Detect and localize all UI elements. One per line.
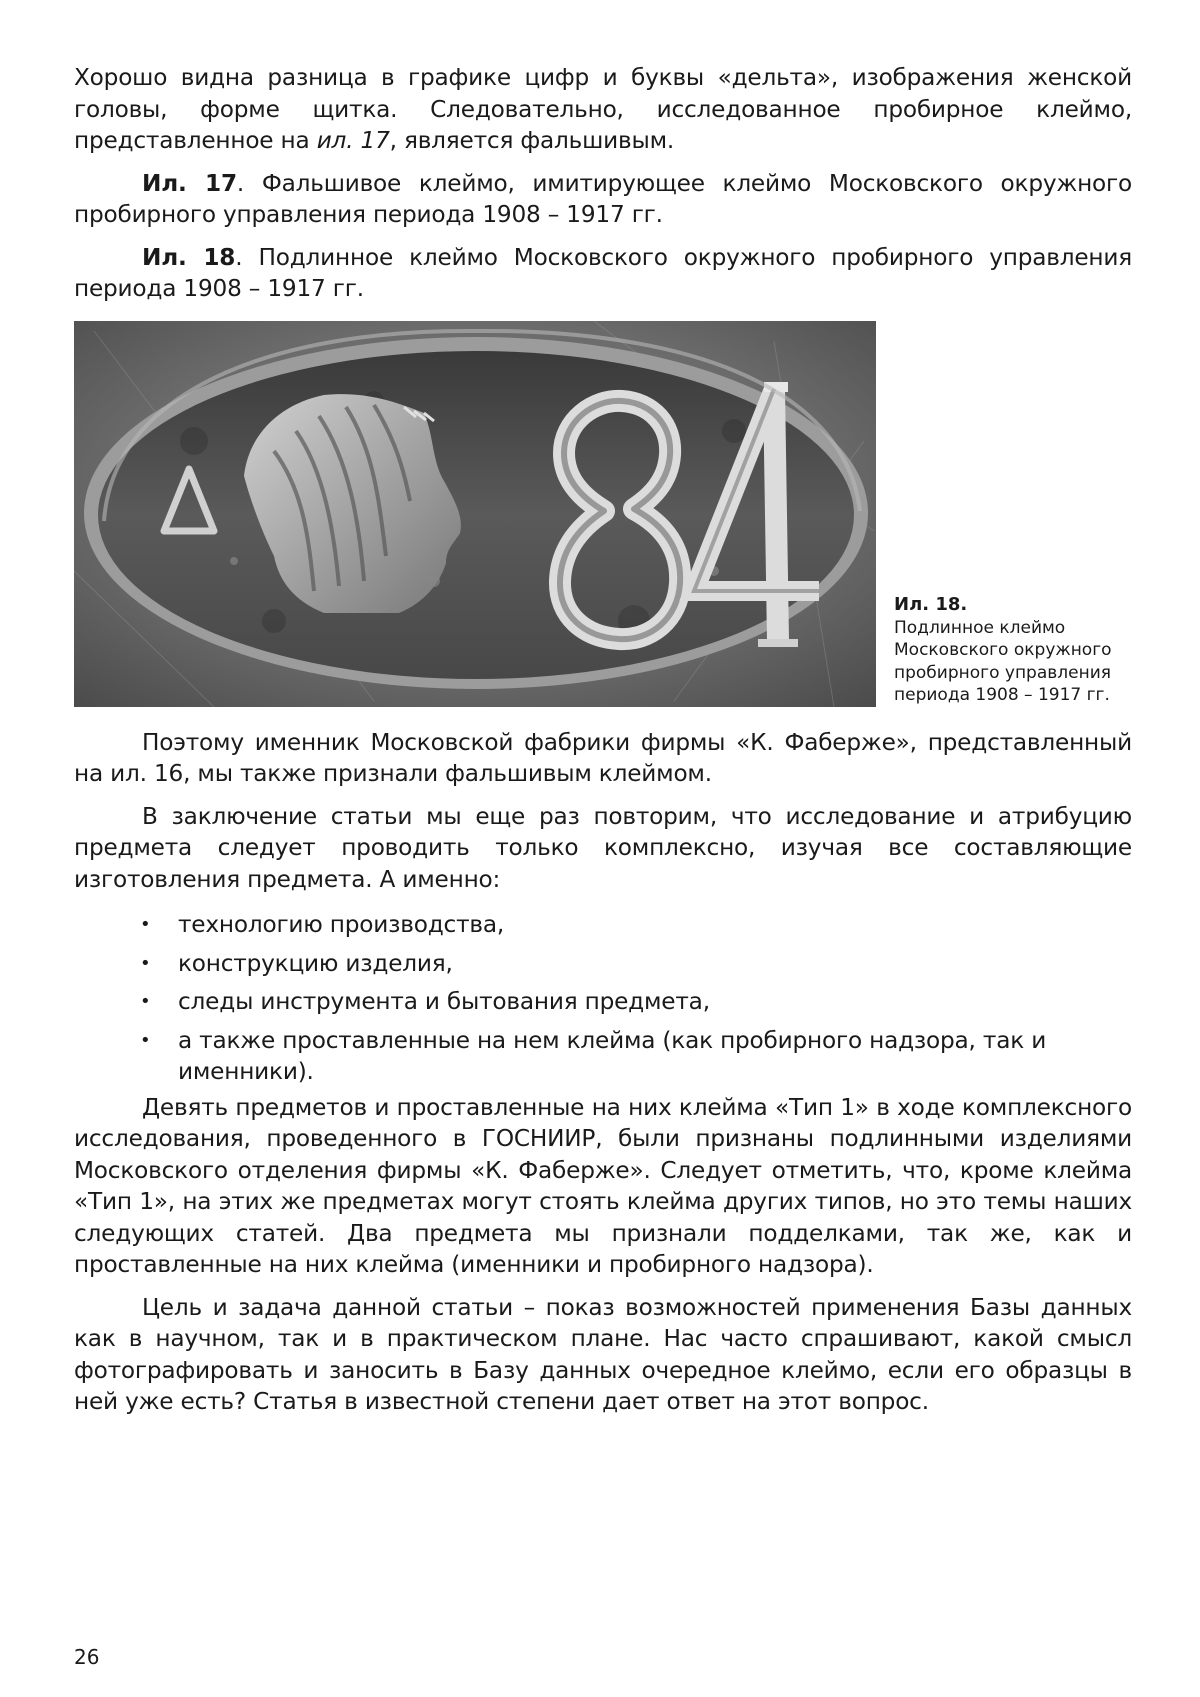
figure-17-description: [74, 168, 1132, 231]
paragraph-1-text: Хорошо видна разница в графике цифр и буквы «дельта», изображения женской головы, форме щитка. Следовательно, исследованное пробирное клеймо, представленное на: [74, 64, 1132, 154]
caption-text: Подлинное клеймо Московского окружного пробирного управления периода 1908 – 1917 гг.: [894, 617, 1112, 705]
paragraph-7: Цель и задача данной статьи – показ возможностей применения Базы данных как в научном, так и в практическом плане. Нас часто спрашивают, какой смысл фотографировать и заносить в Базу данных очередное клеймо, если его образцы в ней уже есть? Статья в известной степени дает ответ на этот вопрос.: [74, 1293, 1132, 1415]
figure-18-description: [74, 242, 1132, 305]
paragraph-1: [74, 62, 1132, 157]
list-item: [74, 1025, 1132, 1088]
paragraph-6: Девять предметов и проставленные на них клейма «Тип 1» в ходе комплексного исследования, проведенного в ГОСНИИР, были признаны подлинными изделиями Московского отделения фирмы «К. Фаберже». Следует отметить, что, кроме клейма «Тип 1», на этих же предметах могут стоять клейма других типов, но это темы наших следующих статей. Два предмета мы признали подделками, так же, как и проставленные на них клейма (именники и пробирного надзора).: [74, 1093, 1132, 1278]
figure-caption: [894, 594, 1134, 707]
bullet-list: [74, 909, 1132, 1088]
caption-title: Ил. 18.: [894, 594, 968, 615]
hallmark-photo: [74, 321, 876, 707]
list-item-text: конструкцию изделия,: [178, 949, 453, 977]
paragraph-1-end: , является фальшивым.: [389, 127, 675, 154]
list-item-text: следы инструмента и бытования предмета,: [178, 988, 710, 1015]
figure-18-label: Ил. 18: [142, 243, 236, 271]
paragraph-5: В заключение статьи мы еще раз повторим, что исследование и атрибуцию предмета следует проводить только комплексно, изучая все составляющие изготовления предмета. А именно:: [74, 802, 1132, 893]
page-content: [74, 62, 1132, 1418]
figure-18-text: . Подлинное клеймо Московского окружного пробирного управления периода 1908 – 1917 гг.: [74, 243, 1132, 302]
paragraph-4: Поэтому именник Московской фабрики фирмы «К. Фаберже», представленный на ил. 16, мы также признали фальшивым клеймом.: [74, 728, 1132, 787]
figure-17-label: Ил. 17: [142, 169, 237, 197]
bullet-dot: •: [140, 991, 151, 1012]
figure-17-text: . Фальшивое клеймо, имитирующее клеймо Московского окружного пробирного управления периода 1908 – 1917 гг.: [74, 169, 1132, 228]
page-number: 26: [74, 1645, 100, 1669]
bullet-dot: •: [140, 952, 151, 974]
figure-18: [74, 321, 1132, 707]
list-item: [74, 909, 1132, 941]
figure-reference: ил. 17: [316, 127, 390, 154]
list-item: [74, 948, 1132, 980]
list-item: [74, 986, 1132, 1018]
list-item-text: а также проставленные на нем клейма (как пробирного надзора, так и именники).: [178, 1026, 1047, 1085]
bullet-dot: •: [140, 914, 151, 935]
bullet-dot: •: [140, 1029, 151, 1051]
list-item-text: технологию производства,: [178, 911, 505, 938]
